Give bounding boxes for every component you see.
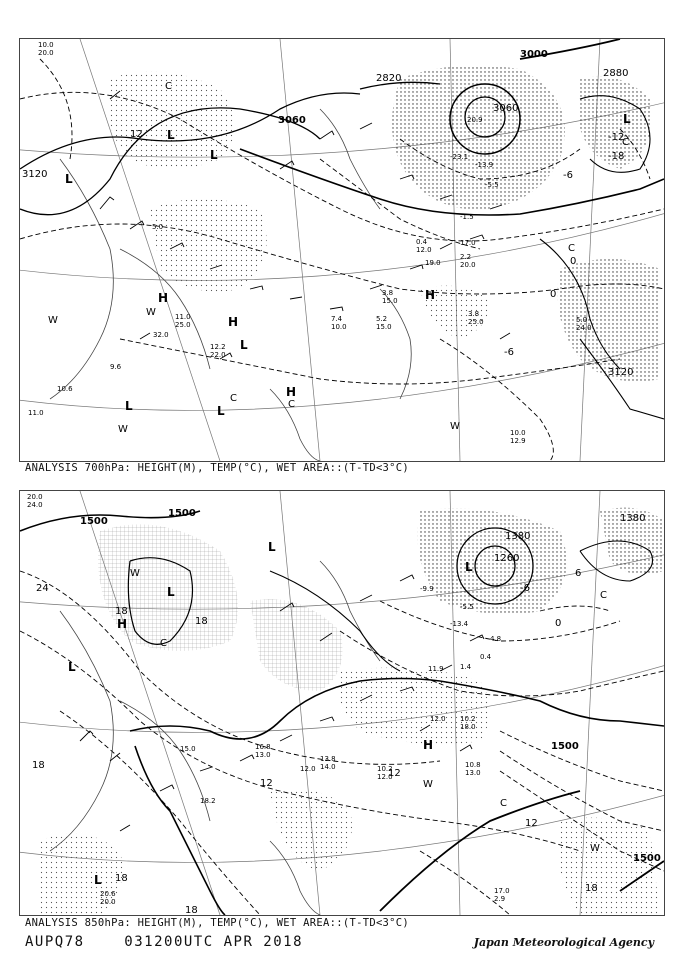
center-marker: L (167, 585, 175, 599)
contour-label: 3060 (278, 115, 306, 126)
center-marker: H (158, 291, 169, 305)
center-marker: W (146, 307, 156, 318)
station-value: 19.0 (425, 259, 441, 267)
center-marker: L (210, 148, 218, 162)
contour-label: -6 (504, 347, 514, 358)
station-value: 10.0 (38, 41, 54, 49)
station-value: 11.9 (428, 665, 444, 673)
contour-label: -6 (563, 170, 573, 181)
center-marker: L (94, 873, 102, 887)
station-value: 12.0 (300, 765, 316, 773)
center-marker: C (230, 393, 237, 404)
station-value: 15.0 (376, 323, 392, 331)
station-value: 20.0 (38, 49, 54, 57)
center-marker: H (425, 288, 436, 302)
center-marker: L (623, 112, 631, 126)
station-value: 18.2 (200, 797, 216, 805)
contour-label: 1380 (505, 531, 531, 542)
station-value: 10.0 (510, 429, 526, 437)
station-value: 32.0 (153, 331, 169, 339)
contour-label: 3060 (493, 103, 519, 114)
station-value: 11.0 (175, 313, 191, 321)
center-marker: L (65, 172, 73, 186)
station-value: 22.0 (210, 351, 226, 359)
contour-label: -12 (608, 132, 625, 143)
analysis-700hpa-map (19, 38, 665, 462)
station-value: 24.0 (27, 501, 43, 509)
contour-label: 18 (115, 606, 128, 617)
station-value: 5.0 (576, 316, 588, 324)
contour-label: 24 (36, 583, 49, 594)
center-marker: H (423, 738, 434, 752)
station-value: 0.4 (416, 238, 428, 246)
contour-label: 1500 (633, 853, 661, 864)
center-marker: C (160, 638, 167, 649)
station-value: -5.5 (460, 603, 474, 611)
station-value: 13.0 (465, 769, 481, 777)
contour-label: 1380 (620, 513, 646, 524)
center-marker: W (130, 568, 140, 579)
center-marker: L (240, 338, 248, 352)
valid-time: 031200UTC APR 2018 (124, 934, 304, 950)
station-value: 17.0 (460, 239, 476, 247)
center-marker: L (268, 540, 276, 554)
station-value: 12.0 (416, 246, 432, 254)
station-value: 9.6 (110, 363, 122, 371)
contour-label: 0 (555, 618, 562, 629)
station-value: 2.9 (494, 895, 506, 903)
station-value: 15.0 (382, 297, 398, 305)
station-value: -13.4 (450, 620, 469, 628)
station-value: -13.9 (475, 161, 494, 169)
contour-label: 2880 (603, 68, 629, 79)
station-value: 5.0 (152, 223, 164, 231)
center-marker: W (590, 843, 600, 854)
contour-label: 6 (575, 568, 582, 579)
product-header (25, 934, 303, 950)
station-value: 10.2 (377, 765, 393, 773)
station-value: 15.0 (180, 745, 196, 753)
contour-label: 1500 (80, 516, 108, 527)
station-value: -5.5 (485, 181, 499, 189)
contour-label: 2820 (376, 73, 402, 84)
station-value: 12.0 (377, 773, 393, 781)
panel-850hpa-caption: ANALYSIS 850hPa: HEIGHT(M), TEMP(°C), WET AREA::(T-TD<3°C) (25, 917, 410, 929)
contour-label: 18 (185, 905, 198, 915)
station-value: 5.2 (376, 315, 388, 323)
contour-label: 18 (195, 616, 208, 627)
station-value: 3.8 (468, 310, 480, 318)
wet-areas (108, 66, 661, 382)
station-value: -1.5 (460, 213, 474, 221)
center-marker: L (68, 660, 76, 674)
station-value: 10.6 (57, 385, 73, 393)
agency-name: Japan Meteorological Agency (473, 936, 654, 949)
map-700hpa-canvas (20, 39, 664, 461)
contour-label: 3120 (22, 169, 48, 180)
contour-label: 0 (570, 256, 577, 267)
station-value: 4.8 (490, 635, 502, 643)
station-value: 12.9 (510, 437, 526, 445)
contour-label: 3120 (608, 367, 634, 378)
center-marker: C (600, 590, 607, 601)
station-value: 20.0 (27, 493, 43, 501)
contour-label: 1260 (494, 553, 520, 564)
station-value: 24.0 (576, 324, 592, 332)
contour-label: -6 (520, 583, 530, 594)
station-value: 10.2 (460, 715, 476, 723)
center-marker: H (117, 617, 128, 631)
contour-label: 1500 (168, 508, 196, 519)
center-marker: W (450, 421, 460, 432)
panel-700hpa-caption: ANALYSIS 700hPa: HEIGHT(M), TEMP(°C), WET AREA::(T-TD<3°C) (25, 462, 410, 474)
station-value: 20.9 (467, 116, 483, 124)
station-value: 17.0 (494, 887, 510, 895)
center-marker: C (622, 137, 629, 148)
station-value: 0.4 (480, 653, 492, 661)
contour-label: 12 (130, 129, 143, 140)
station-value: 25.0 (175, 321, 191, 329)
center-marker: W (48, 315, 58, 326)
analysis-850hpa-map (19, 490, 665, 916)
station-value: 12.0 (430, 715, 446, 723)
contour-label: 3000 (520, 49, 548, 60)
center-marker: C (500, 798, 507, 809)
product-code: AUPQ78 (25, 934, 85, 950)
station-value: 20.6 (100, 890, 116, 898)
station-value: 3.8 (382, 289, 394, 297)
contour-label: 12 (260, 778, 273, 789)
center-marker: H (228, 315, 239, 329)
center-marker: C (165, 81, 172, 92)
station-value: -9.9 (420, 585, 434, 593)
station-value: 7.4 (331, 315, 343, 323)
center-marker: H (286, 385, 297, 399)
station-value: 16.8 (255, 743, 271, 751)
station-value: 10.0 (331, 323, 347, 331)
center-marker: C (568, 243, 575, 254)
station-value: 25.0 (468, 318, 484, 326)
station-value: 1.4 (460, 663, 472, 671)
station-value: 20.0 (100, 898, 116, 906)
contour-label: 18 (115, 873, 128, 884)
contour-label: 1500 (551, 741, 579, 752)
center-marker: W (423, 779, 433, 790)
station-value: 13.0 (255, 751, 271, 759)
contour-label: 18 (32, 760, 45, 771)
center-marker: C (288, 399, 295, 410)
center-marker: L (125, 399, 133, 413)
center-marker: L (217, 404, 225, 418)
contour-label: -18 (608, 151, 625, 162)
station-value: 13.8 (320, 755, 336, 763)
center-marker: L (465, 560, 473, 574)
contour-label: 12 (388, 768, 401, 779)
station-value: 12.2 (210, 343, 226, 351)
station-value: -23.1 (450, 153, 469, 161)
station-value: 2.2 (460, 253, 472, 261)
station-value: 11.0 (28, 409, 44, 417)
station-value: 10.8 (465, 761, 481, 769)
station-value: 20.0 (460, 261, 476, 269)
center-marker: W (118, 424, 128, 435)
contour-label: 0 (550, 289, 557, 300)
station-value: 18.0 (460, 723, 476, 731)
center-marker: L (167, 128, 175, 142)
station-value: 14.0 (320, 763, 336, 771)
contour-label: 12 (525, 818, 538, 829)
contour-label: 18 (585, 883, 598, 894)
map-850hpa-canvas (20, 491, 664, 915)
